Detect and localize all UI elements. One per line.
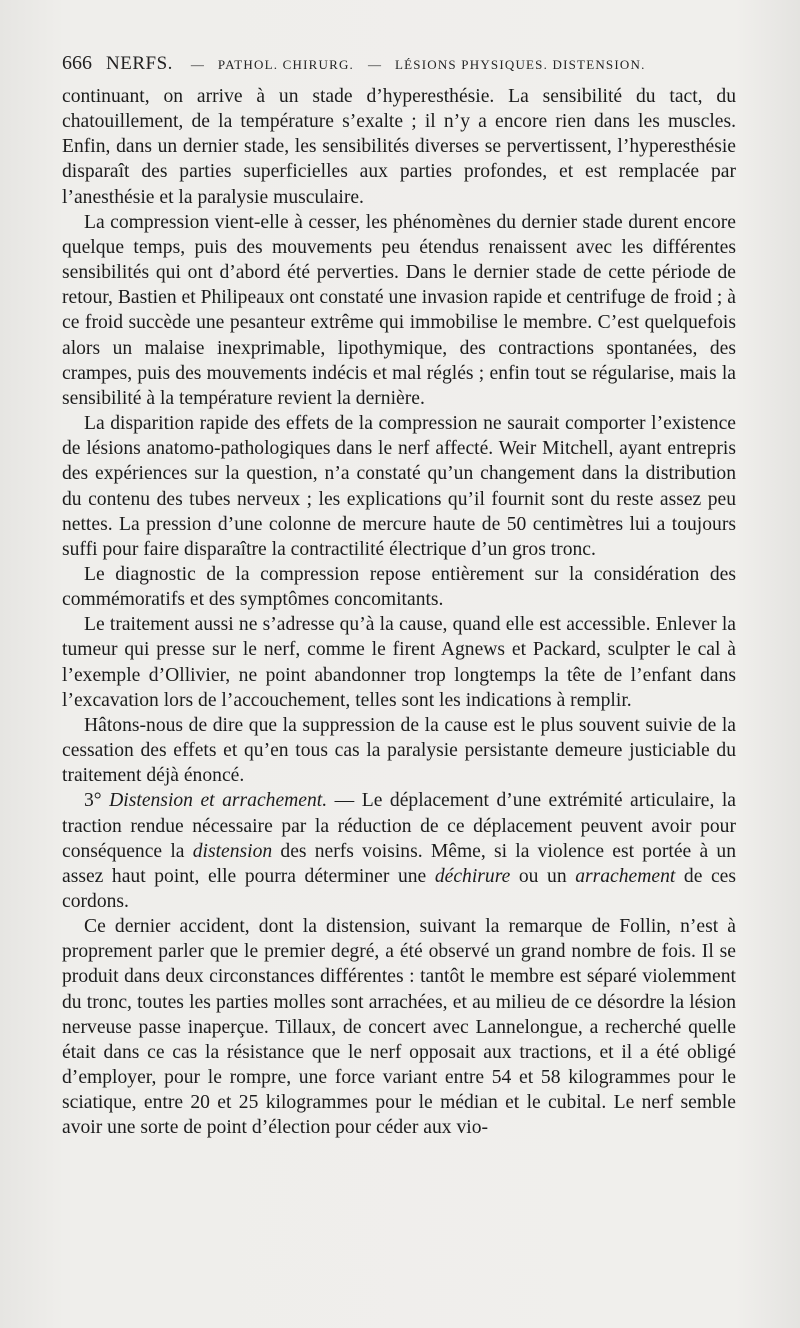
distension-paragraph (62, 788, 736, 914)
emphasis: arrachement (575, 865, 676, 887)
section-number: 3° (84, 790, 102, 812)
paragraph: La compression vient-elle à cesser, les phénomènes du dernier stade durent encore quelque temps, puis des mouvements peu étendus renaissent avec les différentes sensibilités qui ont d’abord été perverties. Dans le dernier stade de cette période de retour, Bastien et Philipeaux ont constaté une invasion rapide et centrifuge de froid ; à ce froid succède une pesanteur extrême qui immobilise le membre. C’est quelquefois alors un malaise inexprimable, lipothymique, des contractions spontanées, des crampes, puis des mouvements indécis et mal réglés ; enfin tout se régularise, mais la sensibilité à la température revient la dernière. (62, 211, 736, 409)
paragraph: La disparition rapide des effets de la compression ne saurait comporter l’existence de lésions anatomo-pathologiques dans le nerf affecté. Weir Mitchell, ayant entrepris des expériences sur la question, n’a constaté qu’un changement dans la distribution du contenu des tubes nerveux ; les explications qu’il fournit sont du reste assez peu nettes. La pression d’une colonne de mercure haute de 50 centimètres lui a toujours suffi pour faire disparaître la contractilité électrique d’un gros tronc. (62, 413, 736, 560)
paragraph: Hâtons-nous de dire que la suppression de la cause est le plus souvent suivie de la cessation des effets et qu’en tous cas la paralysie persistante demeure justiciable du traitement déjà énoncé. (62, 714, 736, 787)
emphasis: déchirure (434, 865, 511, 887)
paragraph: Le traitement aussi ne s’adresse qu’à la cause, quand elle est accessible. Enlever la tumeur qui presse sur le nerf, comme le firent Agnews et Packard, sculpter le cal à l’exemple d’Ollivier, ne point abandonner trop longtemps la tête de l’enfant dans l’excavation lors de l’accouchement, telles sont les indications à remplir. (62, 614, 736, 711)
paragraph: Ce dernier accident, dont la distension, suivant la remarque de Follin, n’est à proprement parler que le premier degré, a été observé un grand nombre de fois. Il se produit dans deux circonstances différentes : tantôt le membre est séparé violemment du tronc, toutes les parties molles sont arrachées, et au milieu de ce désordre la lésion nerveuse passe inaperçue. Tillaux, de concert avec Lannelongue, a recherché quelle était dans ce cas la résistance que le nerf opposait aux tractions, et il a été obligé d’employer, pour le rompre, une force variant entre 54 et 58 kilogrammes pour le sciatique, entre 20 et 25 kilogrammes pour le médian et le cubital. Le nerf semble avoir une sorte de point d’élection pour céder aux vio- (62, 916, 736, 1139)
section-heading: Distension et arrachement. (109, 790, 328, 812)
body-text (62, 84, 736, 1141)
subsection-title: PATHOL. CHIRURG. (217, 57, 354, 72)
emphasis: distension (192, 840, 273, 862)
text-run: ou un (510, 865, 576, 887)
section-title: NERFS. (106, 53, 173, 74)
paragraph: continuant, on arrive à un stade d’hyperesthésie. La sensibilité du tact, du chatouillement, de la température s’exalte ; il n’y a encore rien dans les muscles. Enfin, dans un dernier stade, les sensibilités diverses se pervertissent, l’hyperesthésie disparaît des parties superficielles aux parties profondes, et est remplacée par l’anesthésie et la paralysie musculaire. (62, 86, 736, 208)
text-run: de ces cordons. (62, 865, 736, 912)
paragraph: Le diagnostic de la compression repose entièrement sur la considération des commémoratifs et des symptômes concomitants. (62, 563, 736, 611)
text-run: des nerfs voisins. Même, si la violence est portée à un assez haut point, elle pourra déterminer une (62, 840, 737, 887)
running-head (62, 52, 738, 75)
topic-title: LÉSIONS PHYSIQUES. DISTENSION. (395, 57, 646, 72)
page-number: 666 (62, 52, 92, 74)
header-dash: — (190, 57, 204, 72)
text-run: — Le déplacement d’une extrémité articulaire, la traction rendue nécessaire par la réduction de ce déplacement peuvent avoir pour conséquence la (62, 790, 737, 862)
header-dash: — (368, 57, 381, 72)
